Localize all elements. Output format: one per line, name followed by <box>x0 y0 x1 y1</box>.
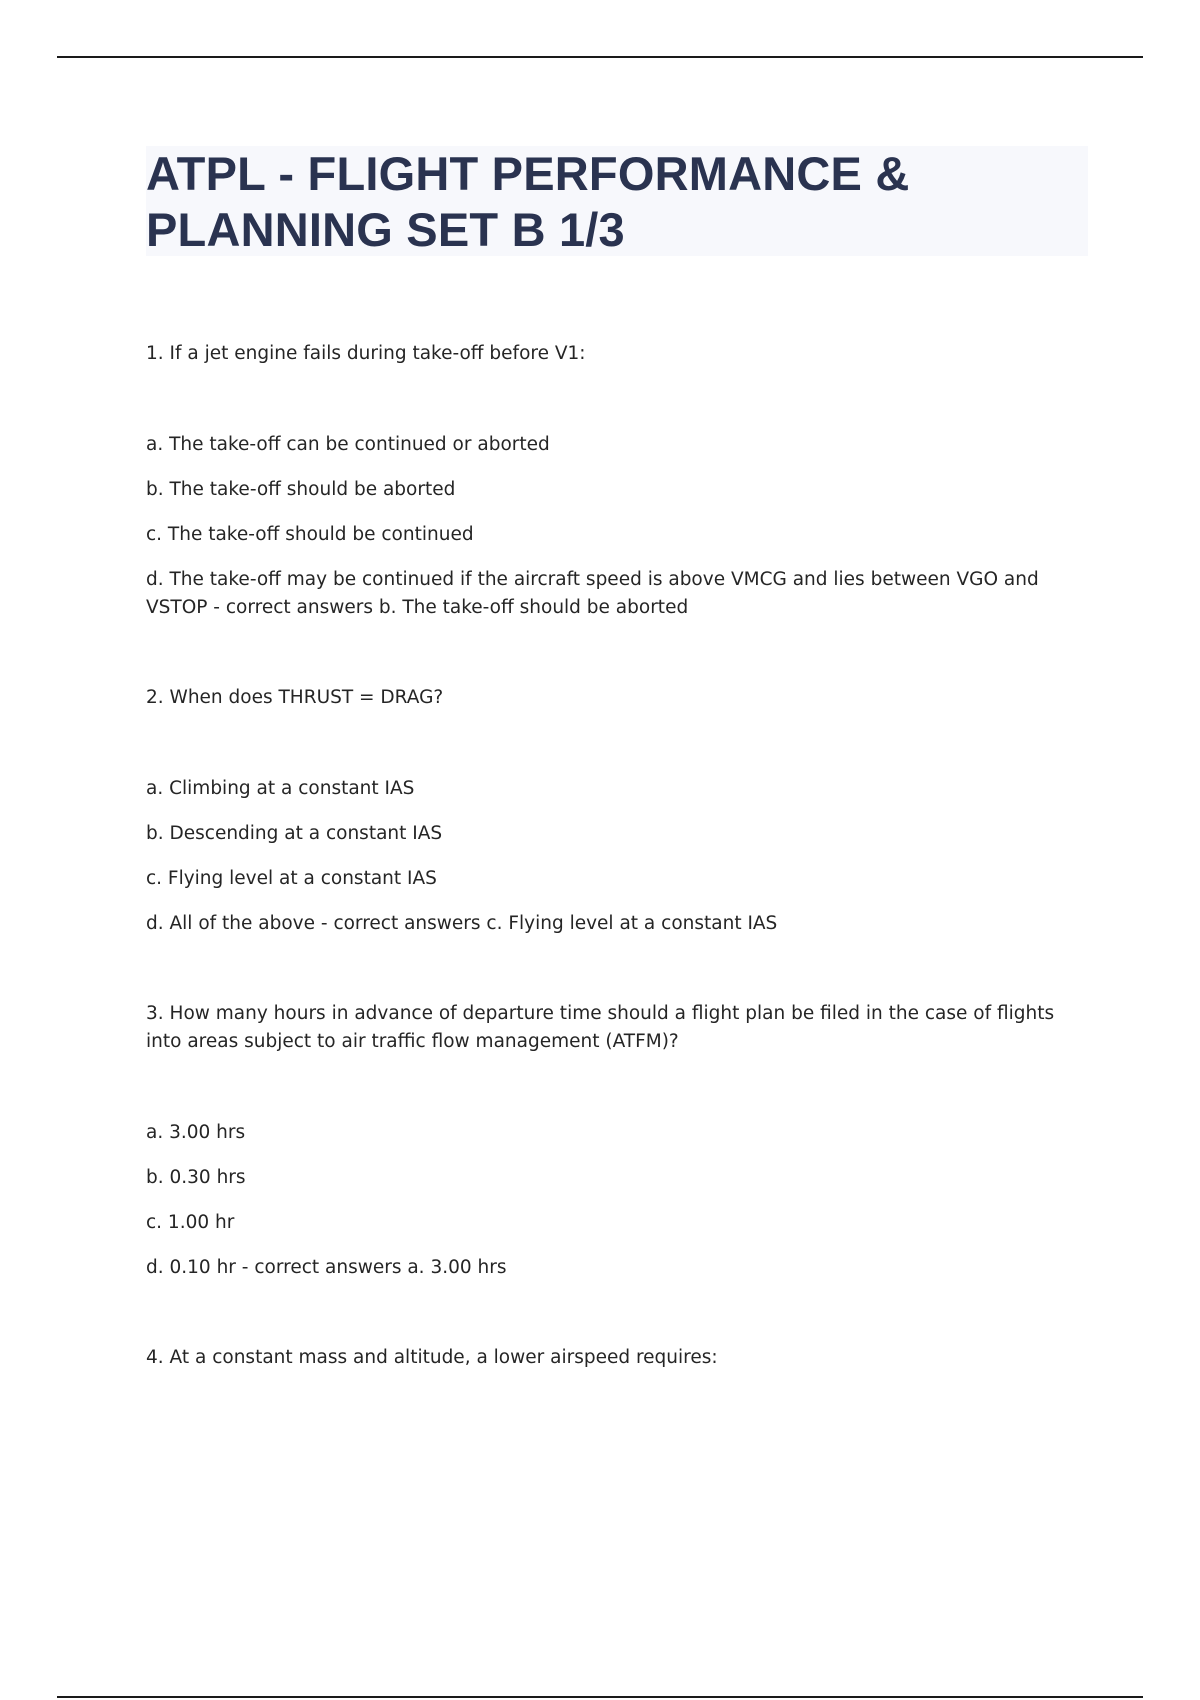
answer-option: b. The take-off should be aborted <box>146 479 456 500</box>
question-2 <box>146 684 1088 938</box>
answer-option: c. Flying level at a constant IAS <box>146 868 437 889</box>
question-stem: 2. When does THRUST = DRAG? <box>146 687 444 708</box>
answer-option: a. Climbing at a constant IAS <box>146 778 415 799</box>
bottom-rule <box>57 1696 1143 1698</box>
question-stem: 1. If a jet engine fails during take-off before V1: <box>146 343 586 364</box>
answer-option: a. 3.00 hrs <box>146 1122 246 1143</box>
answer-option: d. All of the above - correct answers c. Flying level at a constant IAS <box>146 913 778 934</box>
document-title: ATPL - FLIGHT PERFORMANCE & PLANNING SET B 1/3 <box>146 147 910 256</box>
answer-option: c. 1.00 hr <box>146 1212 235 1233</box>
question-1 <box>146 340 1088 622</box>
answer-option: b. 0.30 hrs <box>146 1167 246 1188</box>
answer-option: c. The take-off should be continued <box>146 524 474 545</box>
question-stem: 3. How many hours in advance of departure time should a flight plan be filed in the case of flights into areas subject to air traffic flow management (ATFM)? <box>146 1003 1055 1052</box>
question-4 <box>146 1344 1088 1372</box>
top-rule <box>57 56 1143 58</box>
title-band <box>146 146 1088 256</box>
question-stem: 4. At a constant mass and altitude, a lower airspeed requires: <box>146 1347 718 1368</box>
question-3 <box>146 1000 1088 1282</box>
answer-option: d. The take-off may be continued if the aircraft speed is above VMCG and lies between VGO and VSTOP - correct answers b. The take-off should be aborted <box>146 569 1039 618</box>
answer-option: a. The take-off can be continued or aborted <box>146 434 550 455</box>
question-list <box>146 340 1088 1435</box>
answer-option: d. 0.10 hr - correct answers a. 3.00 hrs <box>146 1257 507 1278</box>
answer-option: b. Descending at a constant IAS <box>146 823 443 844</box>
